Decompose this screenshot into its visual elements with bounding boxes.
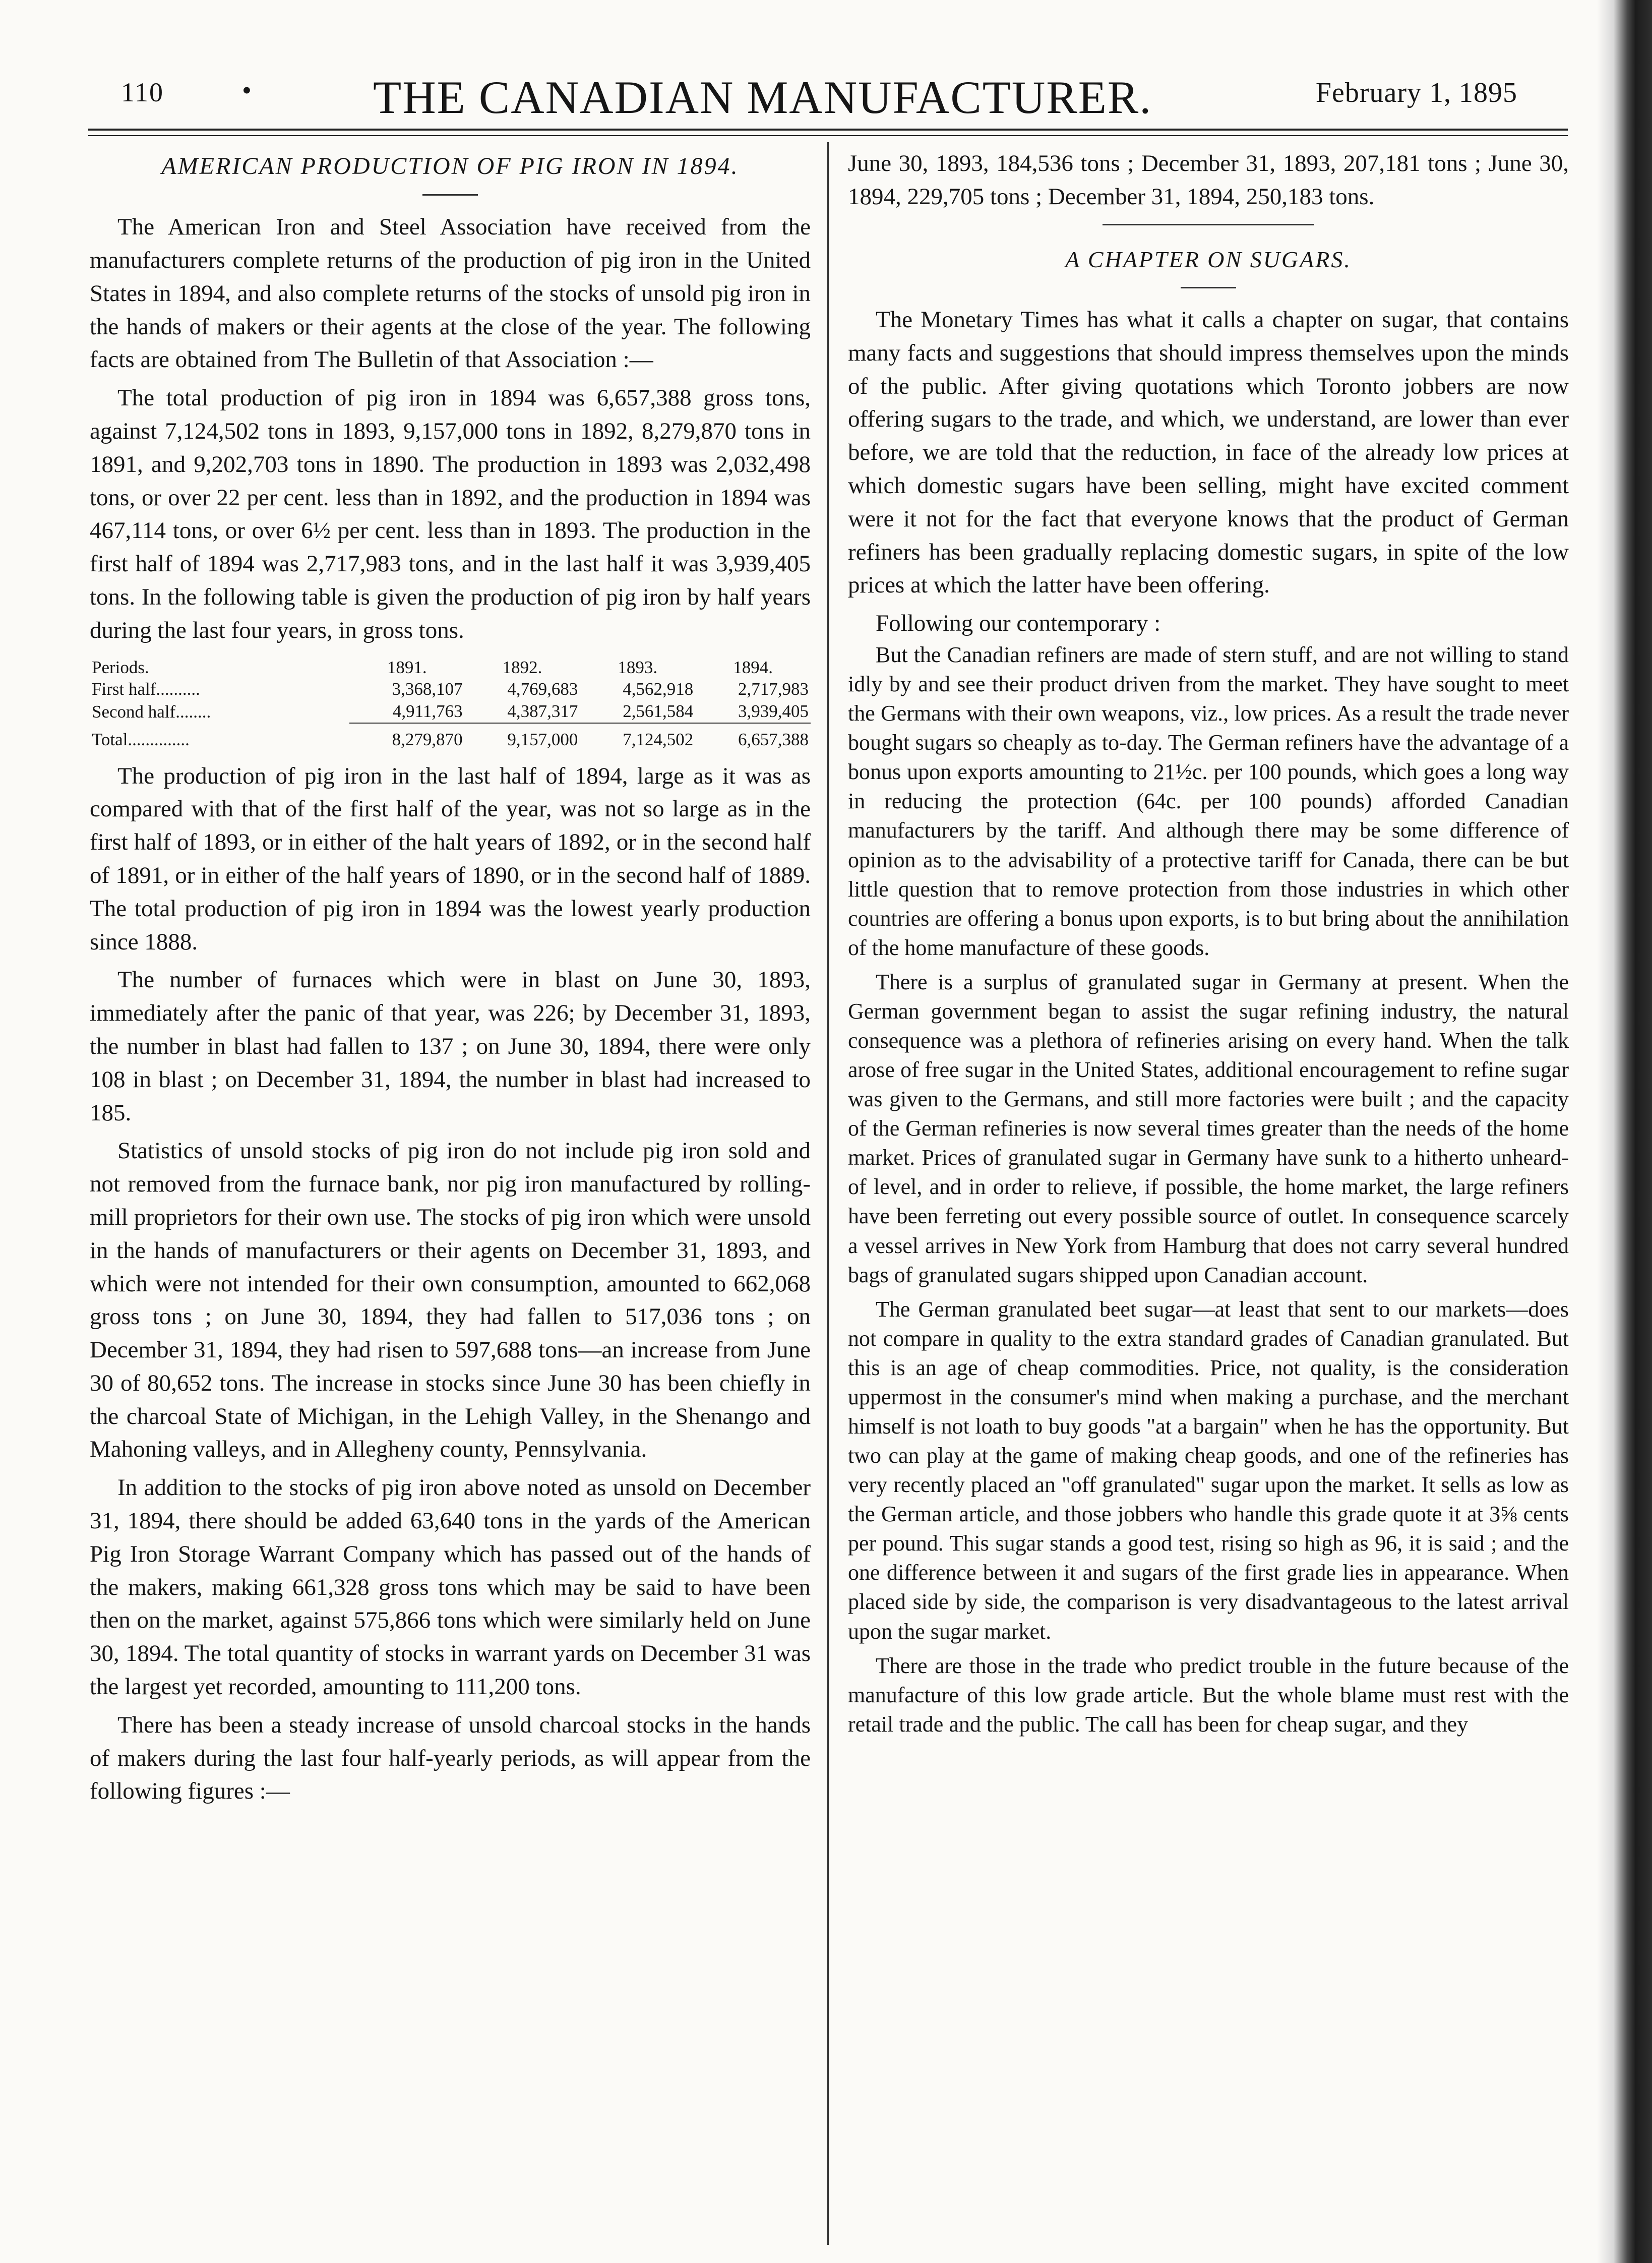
- table-cell: 4,911,763: [392, 701, 463, 722]
- table-header-cell: 1893.: [618, 657, 658, 677]
- issue-date: February 1, 1895: [1315, 77, 1517, 108]
- publication-title: THE CANADIAN MANUFACTURER.: [373, 72, 1152, 123]
- table-cell: 6,657,388: [738, 729, 809, 749]
- paragraph: The Monetary Times has what it calls a chapter on sugar, that contains many facts and suggestions that should impress themselves upon the minds of the public. After giving quotations which Toronto jobbers are now offering sugars to the trade, and which, we understand, are lower than ever before, we are told that the reduction, in face of the already low prices at which domestic sugars have been selling, might have excited comment were it not for the fact that everyone knows that the product of German refiners has been gradually replacing domestic sugars, in spite of the low prices at which the latter have been offering.: [848, 306, 1569, 599]
- article-title-sugars: A CHAPTER ON SUGARS.: [1065, 246, 1352, 272]
- article-separator-rule: [1103, 224, 1314, 225]
- table-cell: 9,157,000: [507, 729, 578, 749]
- continued-paragraph: June 30, 1893, 184,536 tons ; December 31, 1893, 207,181 tons ; June 30, 1894, 229,705 tons ; December 31, 1894, 250,183 tons.: [848, 150, 1569, 210]
- table-cell: 4,562,918: [623, 679, 694, 699]
- table-cell: 3,368,107: [392, 679, 463, 699]
- table-header-cell: 1891.: [387, 657, 427, 677]
- paragraph: But the Canadian refiners are made of stern stuff, and are not willing to stand idly by and see their product driven from the market. They have sought to meet the Germans with their own weapons, viz., low prices. As a result the trade never bought sugars so cheaply as to-day. The German refiners have the advantage of a bonus upon exports amounting to 21½c. per 100 pounds, which goes a long way in reducing the protection (64c. per 100 pounds) afforded Canadian manufacturers by the tariff. And although there may be some difference of opinion as to the advisability of a protective tariff for Canada, there can be but little question that to remove protection from those industries in which other countries are offering a bonus upon exports, is to but bring about the annihilation of the home manufacture of these goods.: [848, 642, 1569, 960]
- table-cell: Total..............: [92, 729, 190, 749]
- scanned-page-edge: [1597, 0, 1652, 2263]
- paragraph: There are those in the trade who predict trouble in the future because of the manufacture of this low grade article. But the whole blame must rest with the retail trade and the public. The call has been for cheap sugar, and they: [848, 1653, 1569, 1737]
- table-cell: 3,939,405: [738, 701, 809, 722]
- table-row: [90, 678, 811, 700]
- table-cell: Second half........: [92, 701, 211, 722]
- table-header-cell: Periods.: [92, 657, 149, 677]
- paragraph: Statistics of unsold stocks of pig iron do not include pig iron sold and not removed from the furnace bank, nor pig iron manufactured by rolling-mill proprietors for their own use. The stocks of pig iron which were unsold in the hands of manufacturers or their agents on December 31, 1893, and which were not intended for their own consumption, amounted to 662,068 gross tons ; on June 30, 1894, they had fallen to 517,036 tons ; on December 31, 1894, they had risen to 597,688 tons—an increase from June 30 of 80,652 tons. The increase in stocks since June 30 has been chiefly in the charcoal State of Michigan, in the Lehigh Valley, in the Shenango and Mahoning valleys, and in Allegheny county, Pennsylvania.: [90, 1138, 811, 1463]
- paragraph: The American Iron and Steel Association have received from the manufacturers complete returns of the production of pig iron in the United States in 1894, and also complete returns of the stocks of unsold pig iron in the hands of makers or their agents at the close of the year. The following facts are obtained from The Bulletin of that Association :—: [90, 214, 811, 373]
- column-divider: [827, 142, 829, 2245]
- table-header-row: [90, 657, 811, 679]
- paragraph: The number of furnaces which were in blast on June 30, 1893, immediately after the panic of that year, was 226; by December 31, 1893, the number in blast had fallen to 137 ; on June 30, 1894, there were only 108 in blast ; on December 31, 1894, the number in blast had increased to 185.: [90, 967, 811, 1126]
- table-row: [90, 700, 811, 723]
- paragraph: The production of pig iron in the last half of 1894, large as it was as compared with that of the first half of the year, was not so large as in the first half of 1893, or in either of the halt years of 1892, or in the second half of 1891, or in either of the half years of 1890, or in the second half of 1889. The total production of pig iron in 1894 was the lowest yearly production since 1888.: [90, 762, 811, 955]
- header-rule: [88, 129, 1568, 131]
- paragraph: The total production of pig iron in 1894 was 6,657,388 gross tons, against 7,124,502 tons in 1893, 9,157,000 tons in 1892, 8,279,870 tons in 1891, and 9,202,703 tons in 1890. The production in 1893 was 2,032,498 tons, or over 22 per cent. less than in 1892, and the production in 1894 was 467,114 tons, or over 6½ per cent. less than in 1893. The production in the first half of 1894 was 2,717,983 tons, and in the last half it was 3,939,405 tons. In the following table is given the production of pig iron by half years during the last four years, in gross tons.: [90, 385, 811, 643]
- table-header-cell: 1894.: [733, 657, 773, 677]
- table-cell: 7,124,502: [623, 729, 694, 749]
- quoted-passage: [848, 640, 1569, 1739]
- paragraph: The German granulated beet sugar—at least that sent to our markets—does not compare in quality to the extra standard grades of Canadian granulated. But this is an age of cheap commodities. Price, not quality, is the consideration uppermost in the consumer's mind when making a purchase, and the merchant himself is not loath to buy goods "at a bargain" when he has the opportunity. But two can play at the game of making cheap goods, and one of the refineries has very recently placed an "off granulated" sugar upon the market. It sells as low as the German article, and those jobbers who handle this grade quote it at 3⅝ cents per pound. This sugar stands a good test, rising so high as 96, it is said ; and the one difference between it and sugars of the first grade lies in appearance. When placed side by side, the comparison is very disadvantageous to the latest arrival upon the sugar market.: [848, 1296, 1569, 1644]
- table-cell: 8,279,870: [392, 729, 463, 749]
- page-header: [88, 71, 1565, 126]
- page-number: 110: [121, 77, 164, 107]
- paragraph: There is a surplus of granulated sugar in Germany at present. When the German government began to assist the sugar refining industry, the natural consequence was a plethora of refineries arising on every hand. When the talk arose of free sugar in the United States, additional encouragement to refine sugar was given to the Germans, and still more factories were built ; and the capacity of the German refineries is now several times greater than the needs of the home market. Prices of granulated sugar in Germany have sunk to a hitherto unheard-of level, and in order to relieve, if possible, the home market, the large refiners have been ferreting out every possible source of outlet. In consequence scarcely a vessel arrives in New York from Hamburg that does not carry several hundred bags of granulated sugars shipped upon Canadian account.: [848, 969, 1569, 1287]
- table-cell: 2,561,584: [623, 701, 694, 722]
- table-cell: First half..........: [92, 679, 200, 699]
- table-cell: 2,717,983: [738, 679, 809, 699]
- table-cell: 4,769,683: [507, 679, 578, 699]
- right-column: [848, 147, 1569, 1739]
- table-total-row: [90, 729, 811, 751]
- paragraph: Following our contemporary :: [876, 610, 1161, 637]
- title-rule: [422, 194, 478, 196]
- title-rule: [1181, 287, 1236, 288]
- table-cell: 4,387,317: [507, 701, 578, 722]
- paragraph: There has been a steady increase of unsold charcoal stocks in the hands of makers during the last four half-yearly periods, as will appear from the following figures :—: [90, 1711, 811, 1805]
- header-rule-thin: [88, 135, 1568, 136]
- table-header-cell: 1892.: [502, 657, 542, 677]
- article-title-pig-iron: AMERICAN PRODUCTION OF PIG IRON IN 1894.: [161, 153, 739, 180]
- header-separator: •: [242, 75, 252, 105]
- pig-iron-production-table: [90, 657, 811, 751]
- left-column: [90, 147, 811, 1808]
- paragraph: In addition to the stocks of pig iron above noted as unsold on December 31, 1894, there should be added 63,640 tons in the yards of the American Pig Iron Storage Warrant Company which has passed out of the hands of the makers, making 661,328 gross tons which may be said to have been then on the market, against 575,866 tons which were similarly held on June 30, 1894. The total quantity of stocks in warrant yards on December 31 was the largest yet recorded, amounting to 111,200 tons.: [90, 1474, 811, 1700]
- table-sum-rule: [90, 723, 811, 729]
